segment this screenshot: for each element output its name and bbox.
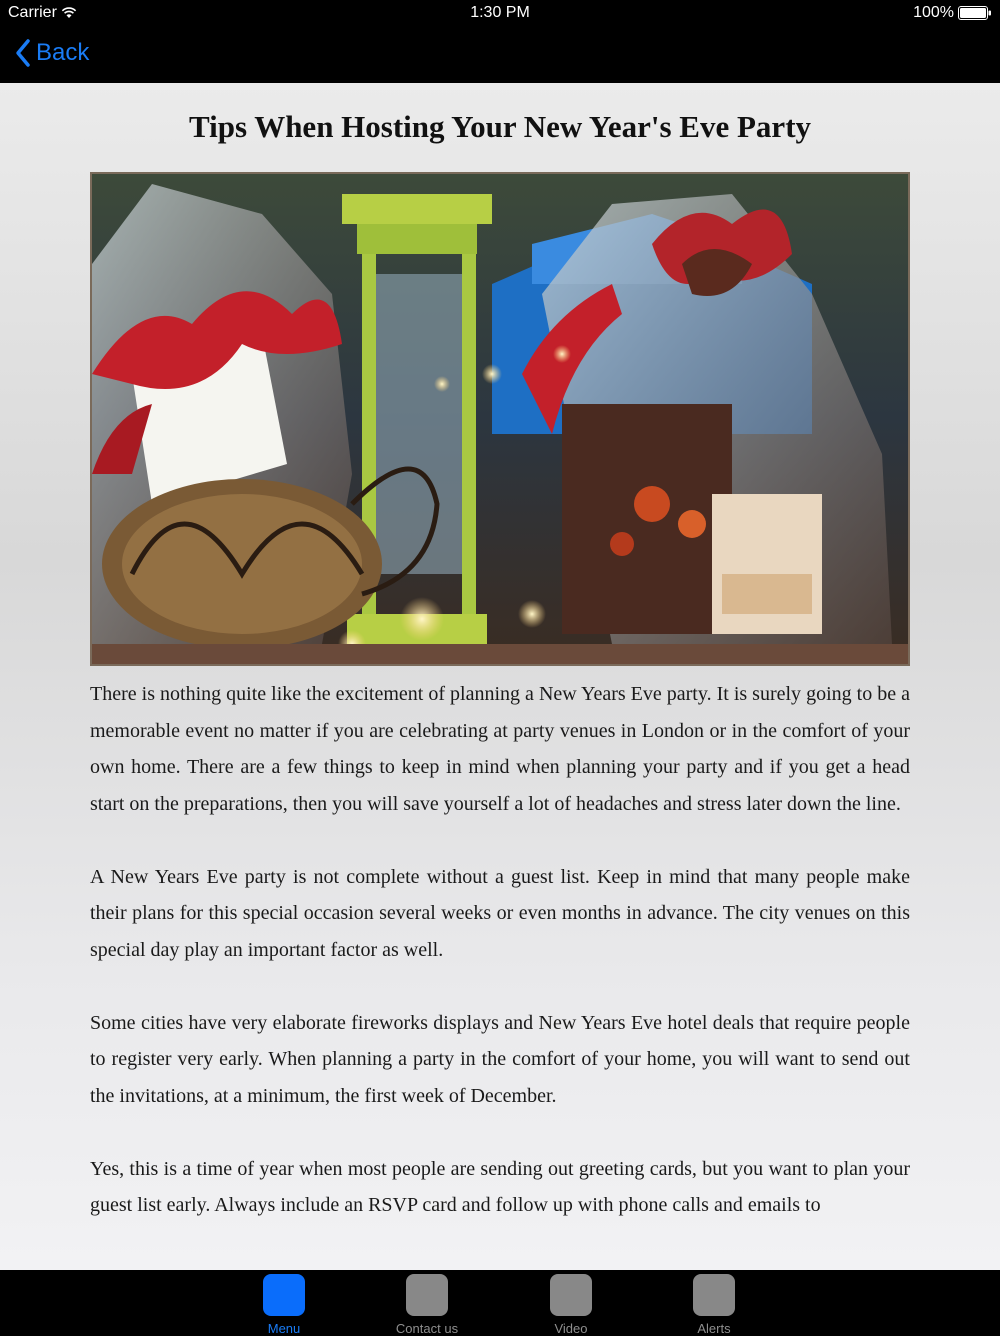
tab-label: Video — [554, 1321, 588, 1336]
tab-menu[interactable] — [234, 1274, 334, 1336]
article-image — [90, 172, 910, 666]
tab-alerts[interactable] — [664, 1274, 764, 1336]
article-content[interactable] — [0, 83, 1000, 1270]
battery-percent: 100% — [913, 4, 954, 21]
article-paragraph: Yes, this is a time of year when most people are sending out greeting cards, but you want to plan your guest list early. Always include an RSVP card and follow up with phone calls and emails to — [90, 1157, 910, 1216]
article-paragraph: Some cities have very elaborate fireworks displays and New Years Eve hotel deals that require people to register very early. When planning a party in the comfort of your home, you will want to send out the invitations, at a minimum, the first week of December. — [90, 1011, 910, 1107]
navigation-bar — [0, 28, 1000, 83]
menu-icon — [263, 1274, 305, 1316]
tab-bar — [0, 1270, 1000, 1334]
article-paragraph: A New Years Eve party is not complete without a guest list. Keep in mind that many people make their plans for this special occasion several weeks or even months in advance. The city venues on this special day play an important factor as well. — [90, 865, 910, 961]
battery-icon — [958, 6, 992, 20]
tab-label: Contact us — [395, 1321, 459, 1336]
article-paragraph: There is nothing quite like the excitement of planning a New Years Eve party. It is surely going to be a memorable event no matter if you are celebrating at party venues in London or in the comfort of your own home. There are a few things to keep in mind when planning your party and if you get a head start on the preparations, then you will save yourself a lot of headaches and stress later down the line. — [90, 683, 910, 815]
video-icon — [550, 1274, 592, 1316]
article-body — [90, 676, 910, 1260]
battery-indicator — [913, 4, 992, 22]
tab-contact-us[interactable] — [377, 1274, 477, 1336]
tab-video[interactable] — [521, 1274, 621, 1336]
carrier-label: Carrier — [8, 4, 57, 21]
contact-icon — [406, 1274, 448, 1316]
article-title: Tips When Hosting Your New Year's Eve Party — [188, 109, 812, 144]
party-gift-baskets-image — [92, 174, 908, 664]
back-button[interactable] — [14, 38, 89, 68]
tab-label: Menu — [267, 1321, 301, 1336]
status-bar — [0, 0, 1000, 28]
status-time: 1:30 PM — [470, 4, 530, 21]
tab-label: Alerts — [697, 1321, 731, 1336]
alerts-icon — [693, 1274, 735, 1316]
chevron-left-icon — [14, 38, 32, 68]
back-label: Back — [36, 39, 90, 66]
